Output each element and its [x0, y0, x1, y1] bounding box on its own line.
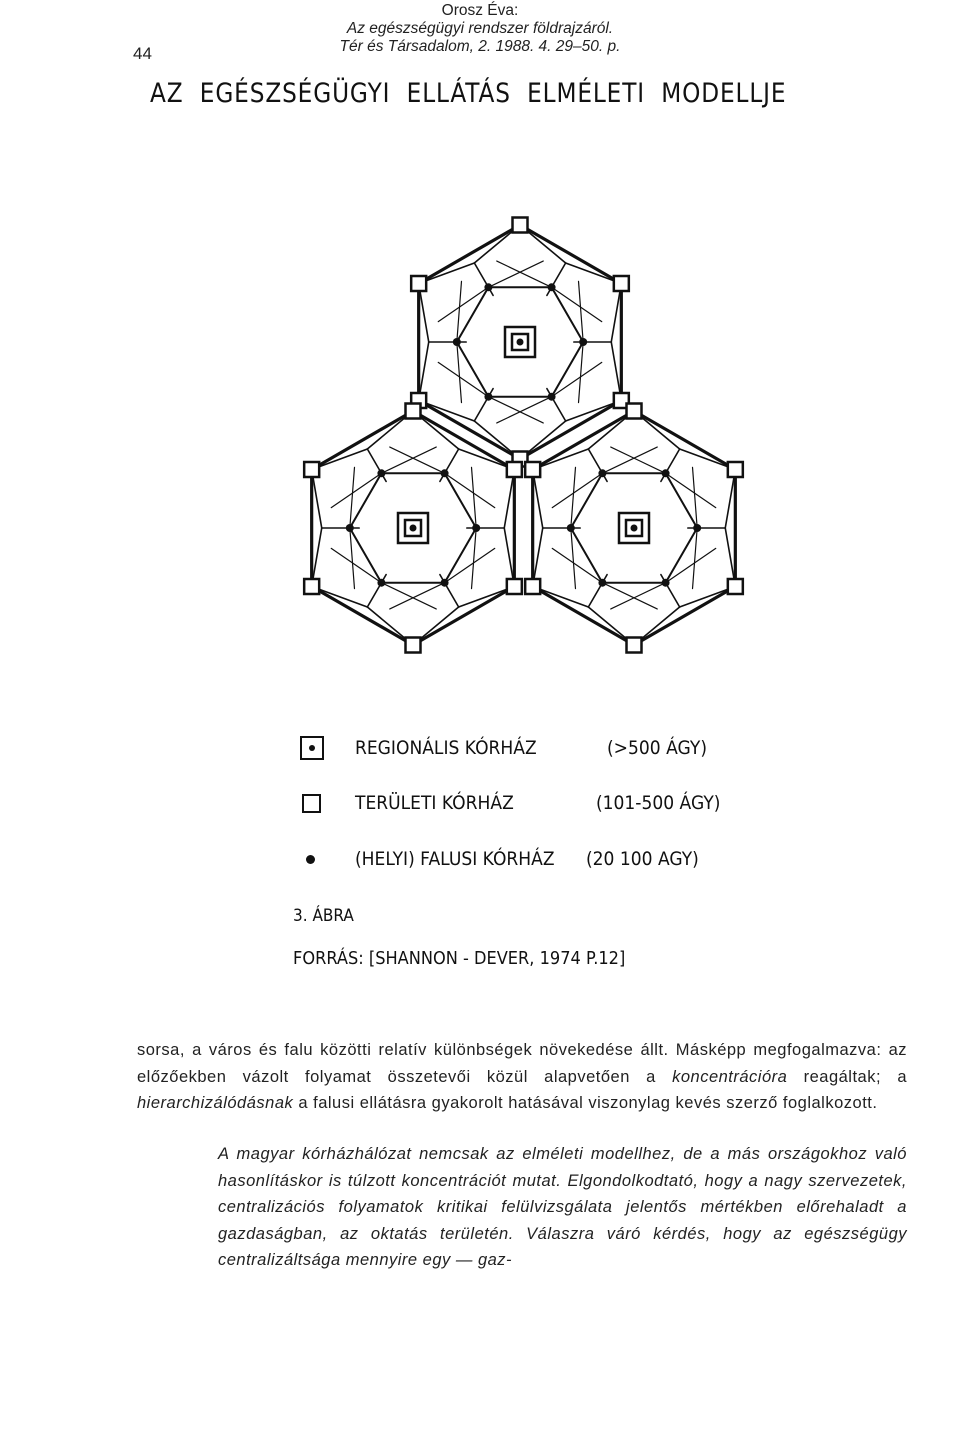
area-hospital-node: [525, 462, 540, 477]
area-hospital-node: [627, 404, 642, 419]
local-hospital-node: [346, 524, 354, 532]
local-hospital-node: [377, 469, 385, 477]
local-hospital-icon: [306, 855, 315, 864]
p1-run-1: sorsa, a város és falu közötti relatív különbségek növekedése állt. Másképp megfogalmazva: az előzőekben vázolt folyamat összetevői közül alapvetően a: [137, 1041, 907, 1086]
area-hospital-node: [507, 579, 522, 594]
local-hospital-node: [598, 469, 606, 477]
paragraph-2: A magyar kórházhálózat nemcsak az elméleti modellhez, de a más országokhoz való hasonlításkor is túlzott koncentrációt mutat. Elgondolkodtató, hogy a nagy szervezetek, centralizációs folyamatok kritikai felülvizsgálata jelentős mértékben előrehaladt a gazdaságban, az oktatás területén. Válaszra váró kérdés, hogy az egészségügy centralizáltsága mennyire egy — gaz-: [218, 1145, 907, 1269]
legend-label-local: (HELYI) FALUSI KÓRHÁZ: [355, 848, 555, 870]
regional-hospital-icon: [300, 736, 324, 760]
citation-article: Az egészségügyi rendszer földrajzáról.: [346, 20, 614, 37]
legend-capacity-regional: (>500 ÁGY): [607, 737, 707, 759]
area-hospital-node: [304, 579, 319, 594]
local-hospital-node: [548, 283, 556, 291]
local-hospital-node: [453, 338, 461, 346]
local-hospital-node: [598, 579, 606, 587]
area-hospital-node: [304, 462, 319, 477]
area-hospital-node: [507, 462, 522, 477]
legend-label-regional: REGIONÁLIS KÓRHÁZ: [355, 737, 537, 759]
citation-journal: Tér és Társadalom, 2. 1988. 4. 29–50. p.: [339, 38, 621, 55]
local-hospital-node: [441, 579, 449, 587]
legend-capacity-area: (101-500 ÁGY): [596, 792, 721, 814]
local-hospital-node: [662, 469, 670, 477]
legend-label-area: TERÜLETI KÓRHÁZ: [355, 792, 514, 814]
area-hospital-icon: [302, 794, 321, 813]
figure-number: 3. ÁBRA: [293, 906, 354, 926]
legend-item-local: [0, 844, 960, 874]
area-hospital-node: [525, 579, 540, 594]
local-hospital-node: [579, 338, 587, 346]
p1-run-4: hierarchizálódásnak: [137, 1094, 294, 1112]
legend-capacity-local: (20 100 AGY): [586, 848, 699, 870]
p1-run-2: koncentrációra: [672, 1067, 788, 1086]
local-hospital-node: [548, 393, 556, 401]
local-hospital-node: [441, 469, 449, 477]
page-number: 44: [133, 44, 152, 63]
p1-run-5: a falusi ellátásra gyakorolt hatásával viszonylag kevés szerző foglalkozott.: [293, 1094, 878, 1112]
figure-title: AZ EGÉSZSÉGÜGYI ELLÁTÁS ELMÉLETI MODELLJE: [150, 78, 787, 109]
area-hospital-node: [614, 276, 629, 291]
area-hospital-node: [728, 579, 743, 594]
figure-source: FORRÁS: [SHANNON - DEVER, 1974 P.12]: [293, 948, 626, 969]
local-hospital-node: [567, 524, 575, 532]
area-hospital-node: [513, 218, 528, 233]
regional-hospital-node: [626, 520, 642, 536]
legend-item-area: [0, 788, 960, 818]
area-hospital-node: [627, 638, 642, 653]
local-hospital-node: [484, 283, 492, 291]
regional-hospital-node: [405, 520, 421, 536]
local-hospital-node: [693, 524, 701, 532]
area-hospital-node: [728, 462, 743, 477]
area-hospital-node: [406, 638, 421, 653]
area-hospital-node: [411, 276, 426, 291]
hexagon-network-diagram: [0, 195, 960, 685]
regional-hospital-node: [512, 334, 528, 350]
local-hospital-node: [377, 579, 385, 587]
p1-run-3: reagáltak; a: [787, 1067, 907, 1086]
local-hospital-node: [484, 393, 492, 401]
citation-author: Orosz Éva:: [441, 2, 519, 19]
local-hospital-node: [662, 579, 670, 587]
local-hospital-node: [472, 524, 480, 532]
area-hospital-node: [406, 404, 421, 419]
legend-item-regional: [0, 733, 960, 763]
paragraph-1: [137, 1037, 907, 1117]
